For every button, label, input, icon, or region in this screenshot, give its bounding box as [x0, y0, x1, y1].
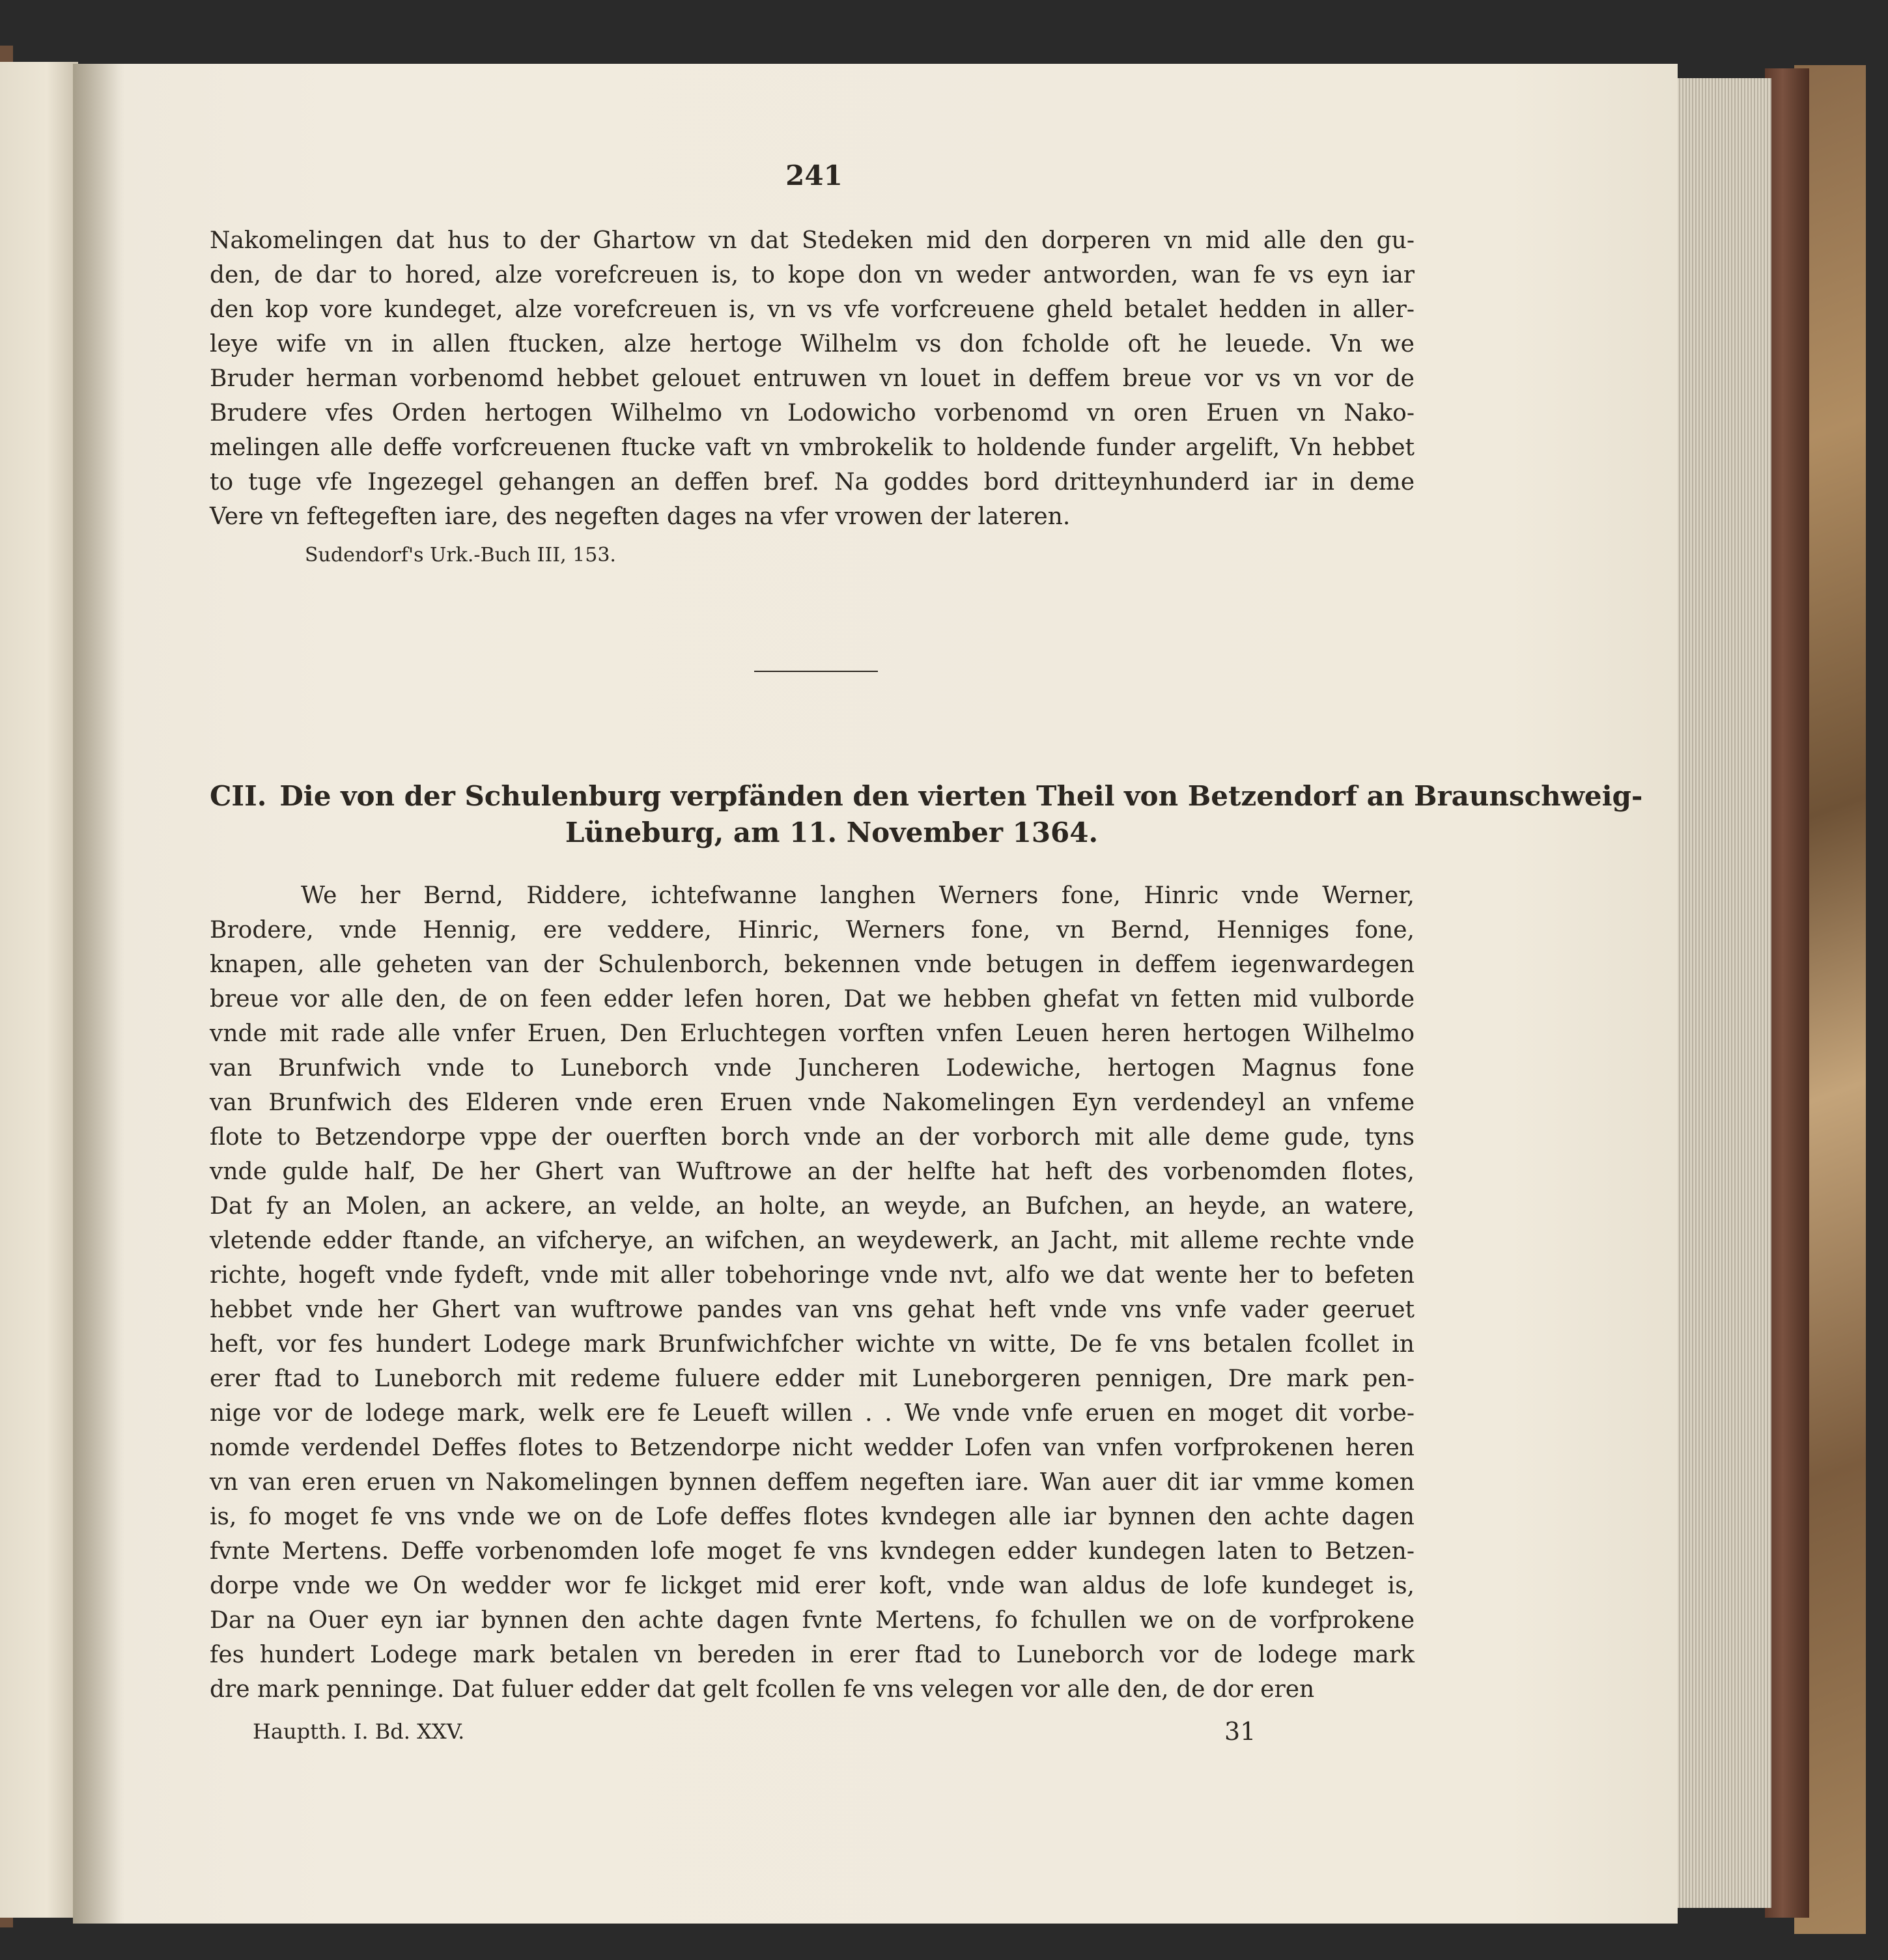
text-line: vnde gulde half, De her Ghert van Wuftrowe an der helfte hat heft des vorbenomden flotes, — [210, 1158, 1415, 1185]
text-line: Bruder herman vorbenomd hebbet gelouet entruwen vn louet in deffem breue vor vs vn vor de — [210, 365, 1415, 392]
text-line: den, de dar to hored, alze vorefcreuen is, to kope don vn weder antworden, wan fe vs eyn iar — [210, 262, 1415, 288]
text-line: van Brunfwich des Elderen vnde eren Eruen vnde Nakomelingen Eyn verdendeyl an vnfeme — [210, 1089, 1415, 1116]
page-edges — [1667, 78, 1771, 1908]
text-line: dorpe vnde we On wedder wor fe lickget mid erer koft, vnde wan aldus de lofe kundeget is, — [210, 1573, 1415, 1599]
text-line: Brudere vfes Orden hertogen Wilhelmo vn Lodowicho vorbenomd vn oren Eruen vn Nako- — [210, 400, 1415, 427]
text-line: to tuge vfe Ingezegel gehangen an deffen bref. Na goddes bord dritteynhunderd iar in deme — [210, 469, 1415, 496]
text-line: Vere vn feftegeften iare, des negeften dages na vfer vrowen der lateren. — [210, 503, 1071, 530]
text-line: hebbet vnde her Ghert van wuftrowe pandes van vns gehat heft vnde vns vnfe vader geeruet — [210, 1296, 1415, 1323]
text-line: fvnte Mertens. Deffe vorbenomden lofe moget fe vns kvndegen edder kundegen laten to Betzen- — [210, 1538, 1415, 1565]
text-line: Brodere, vnde Hennig, ere veddere, Hinric, Werners fone, vn Bernd, Henniges fone, — [210, 917, 1415, 944]
left-page-sliver — [0, 62, 78, 1918]
text-line: richte, hogeft vnde fydeft, vnde mit aller tobehoringe vnde nvt, alfo we dat wente her to befeten — [210, 1262, 1415, 1289]
text-line: van Brunfwich vnde to Luneborch vnde Juncheren Lodewiche, hertogen Magnus fone — [210, 1055, 1415, 1082]
heading-line-1: Die von der Schulenburg verpfänden den vierten Theil von Betzendorf an Braunschweig- — [279, 780, 1643, 812]
text-line: erer ftad to Luneborch mit redeme fuluere edder mit Luneborgeren pennigen, Dre mark pen- — [210, 1365, 1415, 1392]
leather-spine-edge — [1765, 68, 1809, 1918]
text-line: nige vor de lodege mark, welk ere fe Leueft willen . . We vnde vnfe eruen en moget dit vorbe- — [210, 1400, 1415, 1427]
page-number: 241 — [785, 160, 843, 191]
text-line: vnde mit rade alle vnfer Eruen, Den Erluchtegen vorften vnfen Leuen heren hertogen Wilhelmo — [210, 1020, 1415, 1047]
text-line: vn van eren eruen vn Nakomelingen bynnen deffem negeften iare. Wan auer dit iar vmme komen — [210, 1469, 1415, 1496]
footer-sheet-number: 31 — [1224, 1717, 1256, 1746]
section-divider — [754, 671, 878, 672]
document-heading — [210, 778, 1643, 851]
text-line: vletende edder ftande, an vifcherye, an wifchen, an weydewerk, an Jacht, mit alleme rechte vnde — [210, 1227, 1415, 1254]
text-line: leye wife vn in allen ftucken, alze hertoge Wilhelm vs don fcholde oft he leuede. Vn we — [210, 331, 1415, 357]
source-citation: Sudendorf's Urk.-Buch III, 153. — [305, 544, 616, 567]
text-line: We her Bernd, Riddere, ichtefwanne langhen Werners fone, Hinric vnde Werner, — [301, 882, 1415, 909]
text-line: fes hundert Lodege mark betalen vn bereden in erer ftad to Luneborch vor de lodege mark — [210, 1642, 1415, 1668]
text-line: flote to Betzendorpe vppe der ouerften borch vnde an der vorborch mit alle deme gude, tyns — [210, 1124, 1415, 1151]
text-line: Dat fy an Molen, an ackere, an velde, an holte, an weyde, an Bufchen, an heyde, an watere, — [210, 1193, 1415, 1220]
text-line: Nakomelingen dat hus to der Ghartow vn dat Stedeken mid den dorperen vn mid alle den gu- — [210, 227, 1415, 254]
text-line: knapen, alle geheten van der Schulenborch, bekennen vnde betugen in deffem iegenwardegen — [210, 951, 1415, 978]
text-line: Dar na Ouer eyn iar bynnen den achte dagen fvnte Mertens, fo fchullen we on de vorfprokene — [210, 1607, 1415, 1634]
text-line: breue vor alle den, de on feen edder lefen horen, Dat we hebben ghefat vn fetten mid vulborde — [210, 986, 1415, 1013]
document-number: CII. — [210, 780, 267, 812]
charter-text — [210, 878, 1415, 1707]
text-line: nomde verdendel Deffes flotes to Betzendorpe nicht wedder Lofen van vnfen vorfprokenen heren — [210, 1435, 1415, 1461]
footer-signature: Hauptth. I. Bd. XXV. — [253, 1719, 465, 1744]
text-line: dre mark penninge. Dat fuluer edder dat gelt fcollen fe vns velegen vor alle den, de dor eren — [210, 1676, 1315, 1703]
gutter-shadow — [73, 64, 125, 1924]
text-line: melingen alle deffe vorfcreuenen ftucke vaft vn vmbrokelik to holdende funder argelift, Vn hebbet — [210, 434, 1415, 461]
text-line: heft, vor fes hundert Lodege mark Brunfwichfcher wichte vn witte, De fe vns betalen fcollet in — [210, 1331, 1415, 1358]
text-line: den kop vore kundeget, alze vorefcreuen is, vn vs vfe vorfcreuene gheld betalet hedden in aller- — [210, 296, 1415, 323]
paragraph-continued — [210, 223, 1415, 534]
heading-line-2: Lüneburg, am 11. November 1364. — [565, 817, 1099, 848]
text-line: is, fo moget fe vns vnde we on de Lofe deffes flotes kvndegen alle iar bynnen den achte dagen — [210, 1504, 1415, 1530]
